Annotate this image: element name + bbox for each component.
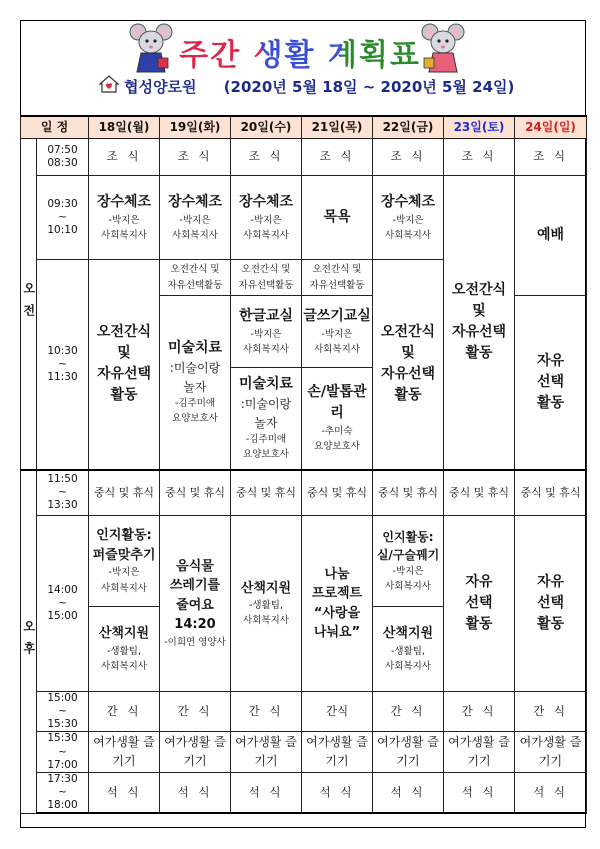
date-range: (2020년 5월 18일 ~ 2020년 5월 24일) bbox=[223, 78, 515, 96]
day-header-wed: 20일(수) bbox=[231, 116, 302, 139]
activity-cell: 오전간식 및 자유선택 활동 bbox=[373, 260, 444, 470]
activity-cell: 글쓰기교실 -박지은 사회복지사 bbox=[302, 296, 373, 368]
breakfast-cell: 조 식 bbox=[160, 139, 231, 176]
time-cell: 10:30 ~ 11:30 bbox=[37, 260, 89, 470]
snack-cell: 간 식 bbox=[231, 692, 302, 732]
dinner-cell: 석 식 bbox=[373, 772, 444, 813]
day-header-sat: 23일(토) bbox=[444, 116, 515, 139]
breakfast-cell: 조 식 bbox=[302, 139, 373, 176]
activity-cell: 손/발톱관리 -추미숙 요양보호사 bbox=[302, 368, 373, 470]
dinner-cell: 석 식 bbox=[231, 772, 302, 813]
breakfast-cell: 조 식 bbox=[89, 139, 160, 176]
lunch-cell: 중식 및 휴식 bbox=[515, 470, 587, 516]
time-cell: 17:30 ~ 18:00 bbox=[37, 772, 89, 813]
activity-cell: 자유 선택 활동 bbox=[444, 516, 515, 692]
activity-cell: 장수체조 -박지은 사회복지사 bbox=[89, 176, 160, 260]
dinner-cell: 석 식 bbox=[89, 772, 160, 813]
table-row bbox=[21, 516, 587, 692]
leisure-cell: 여가생활 즐기기 bbox=[160, 732, 231, 772]
leisure-cell: 여가생활 즐기기 bbox=[373, 732, 444, 772]
activity-cell: 음식물 쓰레기를 줄여요 14:20 -이희연 영양사 bbox=[160, 516, 231, 692]
activity-cell: 장수체조 -박지은 사회복지사 bbox=[373, 176, 444, 260]
lunch-cell: 중식 및 휴식 bbox=[160, 470, 231, 516]
activity-cell: 오전간식 및 자유선택활동 bbox=[160, 260, 231, 296]
activity-cell: 오전간식 및 자유선택 활동 bbox=[89, 260, 160, 470]
corner-cell: 일 정 bbox=[21, 116, 89, 139]
table-row bbox=[21, 732, 587, 772]
section-morning: 오전 bbox=[21, 139, 37, 470]
time-cell: 11:50 ~ 13:30 bbox=[37, 470, 89, 516]
section-afternoon: 오후 bbox=[21, 470, 37, 814]
day-header-sun: 24일(일) bbox=[515, 116, 587, 139]
lunch-cell: 중식 및 휴식 bbox=[373, 470, 444, 516]
activity-cell: 오전간식 및 자유선택활동 bbox=[231, 260, 302, 296]
day-header-mon: 18일(월) bbox=[89, 116, 160, 139]
activity-cell: 장수체조 -박지은 사회복지사 bbox=[231, 176, 302, 260]
activity-cell: 미술치료 :미술이랑 놀자 -김주미애 요양보호사 bbox=[231, 368, 302, 470]
activity-cell: 장수체조 -박지은 사회복지사 bbox=[160, 176, 231, 260]
time-cell: 09:30 ~ 10:10 bbox=[37, 176, 89, 260]
table-row bbox=[21, 470, 587, 516]
dinner-cell: 석 식 bbox=[302, 772, 373, 813]
snack-cell: 간 식 bbox=[444, 692, 515, 732]
lunch-cell: 중식 및 휴식 bbox=[231, 470, 302, 516]
day-header-thu: 21일(목) bbox=[302, 116, 373, 139]
leisure-cell: 여가생활 즐기기 bbox=[89, 732, 160, 772]
activity-cell: 산책지원 -생활팀, 사회복지사 bbox=[231, 516, 302, 692]
leisure-cell: 여가생활 즐기기 bbox=[302, 732, 373, 772]
activity-cell: 미술치료 :미술이랑 놀자 -김주미애 요양보호사 bbox=[160, 296, 231, 470]
table-row bbox=[21, 176, 587, 260]
leisure-cell: 여가생활 즐기기 bbox=[515, 732, 587, 772]
snack-cell: 간 식 bbox=[160, 692, 231, 732]
dinner-cell: 석 식 bbox=[515, 772, 587, 813]
activity-cell: 예배 bbox=[515, 176, 587, 296]
lunch-cell: 중식 및 휴식 bbox=[89, 470, 160, 516]
lunch-cell: 중식 및 휴식 bbox=[444, 470, 515, 516]
activity-cell: 한글교실 -박지은 사회복지사 bbox=[231, 296, 302, 368]
time-cell: 14:00 ~ 15:00 bbox=[37, 516, 89, 692]
dinner-cell: 석 식 bbox=[160, 772, 231, 813]
page-title bbox=[0, 30, 600, 74]
activity-cell: 목욕 bbox=[302, 176, 373, 260]
breakfast-cell: 조 식 bbox=[231, 139, 302, 176]
activity-cell: 오전간식 및 자유선택 활동 bbox=[444, 176, 515, 470]
breakfast-cell: 조 식 bbox=[515, 139, 587, 176]
snack-cell: 간식 bbox=[302, 692, 373, 732]
time-cell: 07:50 08:30 bbox=[37, 139, 89, 176]
time-cell: 15:30 ~ 17:00 bbox=[37, 732, 89, 772]
breakfast-cell: 조 식 bbox=[373, 139, 444, 176]
table-row bbox=[21, 772, 587, 813]
activity-cell: 인지활동: 실/구슬꿰기 -박지은 사회복지사 산책지원 -생활팀, 사회복지사 bbox=[373, 516, 444, 692]
breakfast-cell: 조 식 bbox=[444, 139, 515, 176]
table-row bbox=[21, 139, 587, 176]
time-cell: 15:00 ~ 15:30 bbox=[37, 692, 89, 732]
table-row bbox=[21, 692, 587, 732]
leisure-cell: 여가생활 즐기기 bbox=[231, 732, 302, 772]
day-header-fri: 22일(금) bbox=[373, 116, 444, 139]
snack-cell: 간 식 bbox=[515, 692, 587, 732]
title-text: 주간 생활 계획표 bbox=[179, 38, 421, 73]
header-row bbox=[21, 116, 587, 139]
dinner-cell: 석 식 bbox=[444, 772, 515, 813]
lunch-cell: 중식 및 휴식 bbox=[302, 470, 373, 516]
activity-cell: 나눔 프로젝트 “사랑을 나눠요” bbox=[302, 516, 373, 692]
activity-cell: 오전간식 및 자유선택활동 bbox=[302, 260, 373, 296]
activity-cell: 자유 선택 활동 bbox=[515, 516, 587, 692]
snack-cell: 간 식 bbox=[89, 692, 160, 732]
snack-cell: 간 식 bbox=[373, 692, 444, 732]
activity-cell: 자유 선택 활동 bbox=[515, 296, 587, 470]
leisure-cell: 여가생활 즐기기 bbox=[444, 732, 515, 772]
subtitle bbox=[98, 76, 514, 97]
org-name: 협성양로원 bbox=[124, 78, 197, 96]
activity-cell: 인지활동: 퍼즐맞추기 -박지은 사회복지사 산책지원 -생활팀, 사회복지사 bbox=[89, 516, 160, 692]
day-header-tue: 19일(화) bbox=[160, 116, 231, 139]
schedule-table bbox=[20, 115, 587, 814]
